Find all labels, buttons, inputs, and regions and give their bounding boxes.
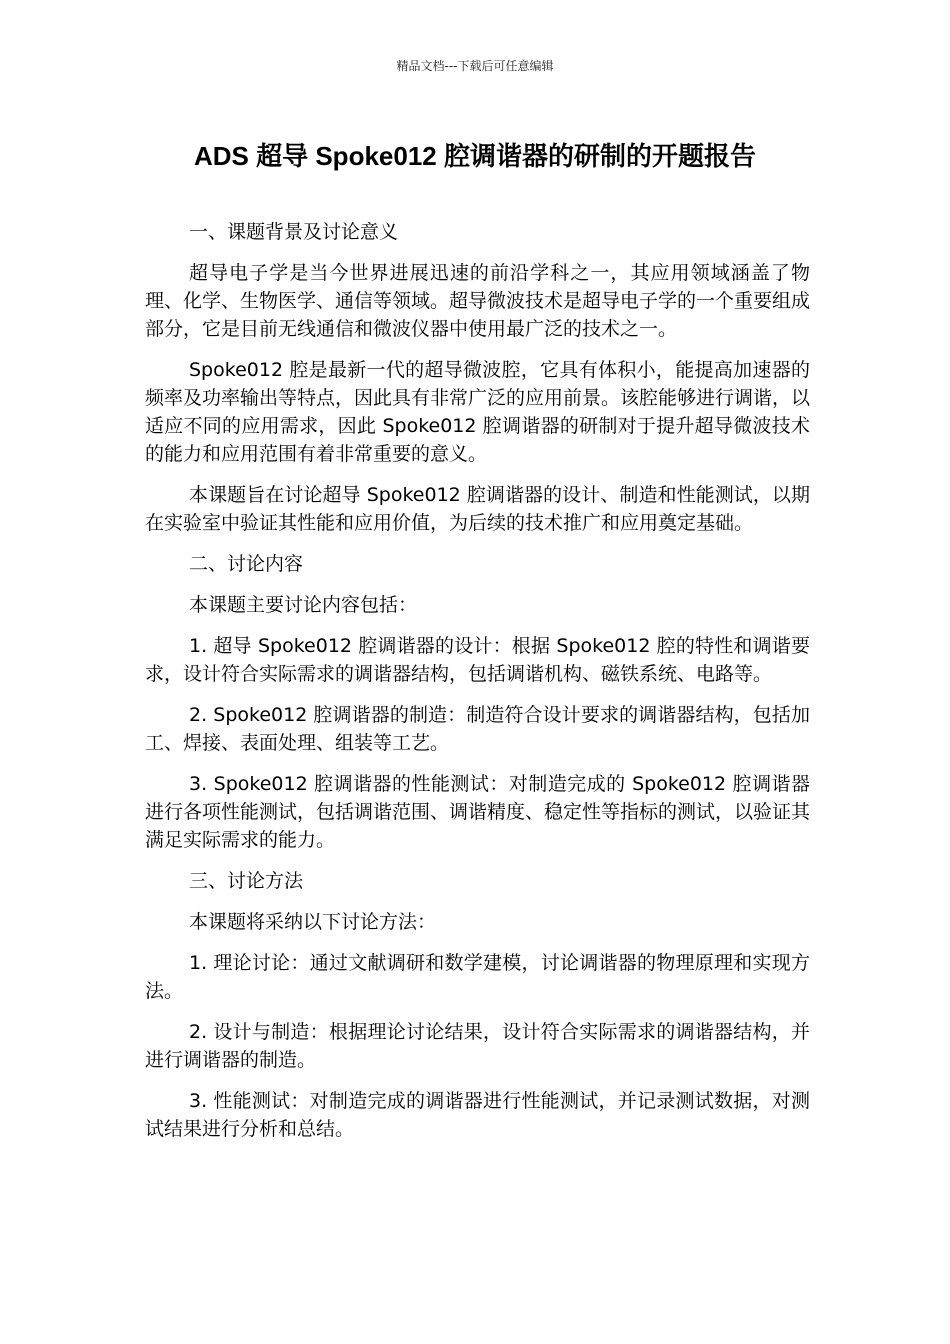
paragraph: 超导电子学是当今世界进展迅速的前沿学科之一，其应用领域涵盖了物理、化学、生物医学、通信等领域。超导微波技术是超导电子学的一个重要组成部分，它是目前无线通信和微波仪器中使用最广泛的技术之一。 — [145, 262, 811, 340]
list-item: 2. Spoke012 腔调谐器的制造：制造符合设计要求的调谐器结构，包括加工、焊接、表面处理、组装等工艺。 — [145, 704, 810, 754]
paragraph: 本课题主要讨论内容包括： — [189, 594, 418, 616]
paragraph: 本课题旨在讨论超导 Spoke012 腔调谐器的设计、制造和性能测试，以期在实验室中验证其性能和应用价值，为后续的技术推广和应用奠定基础。 — [145, 484, 810, 534]
document-body — [145, 218, 810, 1156]
list-item: 2. 设计与制造：根据理论讨论结果，设计符合实际需求的调谐器结构，并进行调谐器的制造。 — [145, 1021, 810, 1071]
list-item: 3. 性能测试：对制造完成的调谐器进行性能测试，并记录测试数据，对测试结果进行分析和总结。 — [145, 1090, 810, 1140]
list-item: 3. Spoke012 腔调谐器的性能测试：对制造完成的 Spoke012 腔调谐器进行各项性能测试，包括调谐范围、调谐精度、稳定性等指标的测试，以验证其满足实际需求的能力。 — [145, 773, 811, 851]
page-header: 精品文档---下载后可任意编辑 — [396, 59, 554, 73]
list-item: 1. 理论讨论：通过文献调研和数学建模，讨论调谐器的物理原理和实现方法。 — [145, 952, 810, 1002]
section-heading-background: 一、课题背景及讨论意义 — [189, 221, 399, 243]
section-heading-method: 三、讨论方法 — [189, 870, 304, 892]
list-item: 1. 超导 Spoke012 腔调谐器的设计：根据 Spoke012 腔的特性和调谐要求，设计符合实际需求的调谐器结构，包括调谐机构、磁铁系统、电路等。 — [145, 635, 810, 685]
paragraph: 本课题将采纳以下讨论方法： — [189, 911, 437, 933]
paragraph: Spoke012 腔是最新一代的超导微波腔，它具有体积小，能提高加速器的频率及功率输出等特点，因此具有非常广泛的应用前景。该腔能够进行调谐，以适应不同的应用需求，因此 Spoke012 腔调谐器的研制对于提升超导微波技术的能力和应用范围有着非常重要的意义。 — [145, 359, 811, 465]
section-heading-content: 二、讨论内容 — [189, 553, 304, 575]
document-title: ADS 超导 Spoke012 腔调谐器的研制的开题报告 — [194, 141, 756, 171]
